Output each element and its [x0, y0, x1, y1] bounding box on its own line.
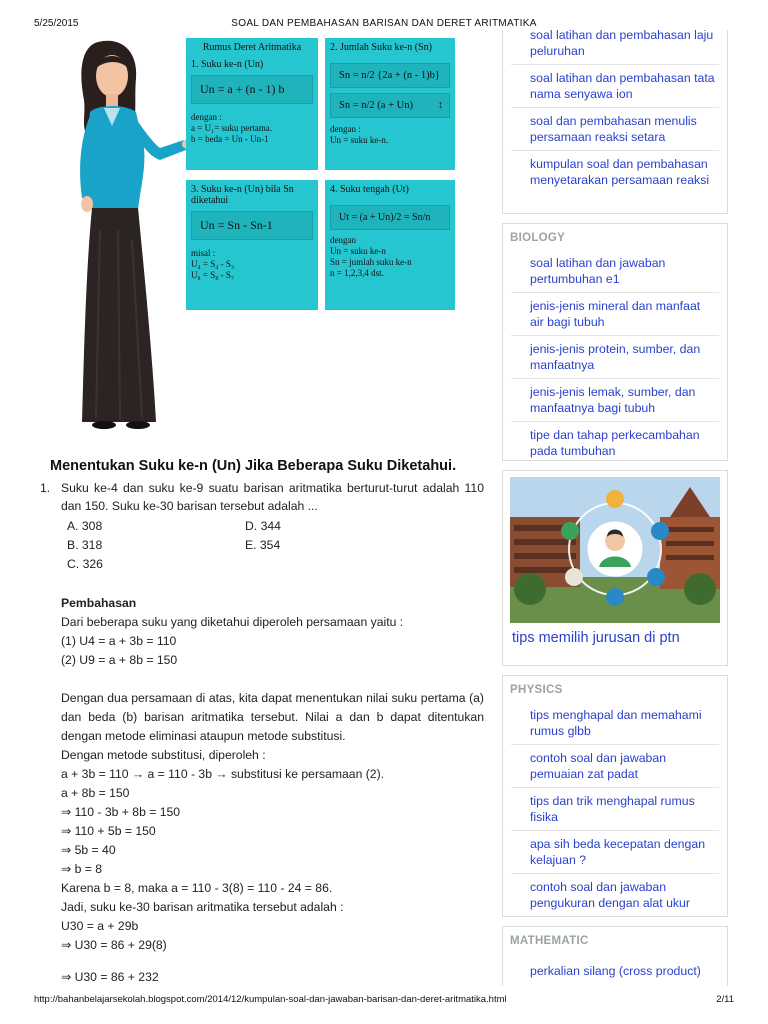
formula-panel-un — [186, 38, 318, 170]
sidebar-link[interactable]: perkalian silang (cross product) — [530, 964, 701, 978]
solution-line: (1) U4 = a + 3b = 110 — [61, 634, 177, 648]
sidebar-link[interactable]: tipe dan tahap perkecambahan pada tumbuhan — [530, 428, 700, 458]
sidebar-link[interactable]: tips dan trik menghapal rumus fisika — [511, 788, 719, 831]
arrow-icon: ↕ — [437, 100, 443, 111]
print-page-number: 2/11 — [716, 994, 734, 1005]
sidebar-link[interactable]: soal dan pembahasan menulis persamaan reaksi setara — [511, 108, 719, 151]
sidebar-link[interactable]: soal latihan dan jawaban pertumbuhan e1 — [511, 250, 719, 293]
formula: Un = Sn - Sn-1 — [191, 211, 313, 240]
promo-image[interactable] — [510, 477, 720, 623]
panel-title: 2. Jumlah Suku ke-n (Sn) — [330, 42, 432, 53]
solution-line: a + 3b = 110 → a = 110 - 3b → substitusi ke persamaan (2). — [61, 767, 385, 781]
panel-note: Un = suku ke-n — [330, 246, 386, 256]
sidebar-link[interactable]: jenis-jenis protein, sumber, dan manfaatnya — [511, 336, 719, 379]
sidebar-link[interactable]: contoh soal dan jawaban pengukuran dengan alat ukur — [530, 880, 690, 910]
widget-title: BIOLOGY — [510, 232, 566, 244]
widget-title: PHYSICS — [510, 684, 563, 696]
panel-note: b = beda = Un - Un-1 — [191, 134, 269, 144]
question — [34, 479, 484, 574]
panel-note: dengan : — [330, 124, 361, 134]
panel-note: a = U₁= suku pertama. — [191, 123, 273, 133]
mathematic-widget — [502, 926, 728, 986]
section-heading: Menentukan Suku ke-n (Un) Jika Beberapa Suku Diketahui. — [50, 458, 457, 474]
print-footer — [0, 990, 768, 1020]
solution-line: ⇒ 110 - 3b + 8b = 150 — [61, 805, 181, 819]
question-text: Suku ke-4 dan suku ke-9 suatu barisan aritmatika berturut-turut adalah 110 dan 150. Suku ke-30 barisan tersebut adalah ... — [61, 481, 484, 513]
sidebar-link[interactable]: tips menghapal dan memahami rumus glbb — [511, 702, 719, 745]
formula — [330, 93, 450, 118]
option: E. 354 — [245, 538, 281, 552]
panel-title: 4. Suku tengah (Ut) — [330, 184, 409, 195]
panel-note: Un = suku ke-n. — [330, 135, 389, 145]
solution-line: a + 8b = 150 — [61, 786, 130, 800]
solution — [34, 594, 484, 987]
option: B. 318 — [67, 538, 103, 552]
panel-note: dengan — [330, 235, 356, 245]
solution-line: Dengan metode substitusi, diperoleh : — [61, 748, 266, 762]
promo-caption[interactable]: tips memilih jurusan di ptn — [512, 630, 680, 646]
panel-subtitle: 1. Suku ke-n (Un) — [191, 59, 264, 70]
print-header — [0, 0, 768, 30]
widget-title: MATHEMATIC — [510, 935, 589, 947]
physics-widget — [502, 675, 728, 917]
formula-panel-sn-known — [186, 180, 318, 310]
campus-illustration — [510, 477, 720, 623]
formula-panel-ut — [325, 180, 455, 310]
solution-title: Pembahasan — [61, 596, 137, 610]
sidebar-link[interactable]: soal latihan dan pembahasan laju peluruhan — [511, 30, 719, 65]
solution-line: U30 = a + 29b — [61, 919, 139, 933]
formula: Sn = n/2 {2a + (n - 1)b} — [330, 63, 450, 88]
panel-note: misal : — [191, 248, 216, 258]
article-body — [34, 458, 484, 987]
panel-note: n = 1,2,3,4 dst. — [330, 268, 384, 278]
biology-widget — [502, 223, 728, 461]
print-doc-title: SOAL DAN PEMBAHASAN BARISAN DAN DERET ARITMATIKA — [231, 18, 537, 29]
formula-panel-sn — [325, 38, 455, 170]
sidebar-link[interactable]: soal latihan dan pembahasan tata nama senyawa ion — [511, 65, 719, 108]
option: A. 308 — [67, 519, 103, 533]
solution-line: ⇒ 5b = 40 — [61, 843, 116, 857]
option: C. 326 — [67, 557, 103, 571]
solution-line: (2) U9 = a + 8b = 150 — [61, 653, 178, 667]
sidebar-link[interactable]: jenis-jenis mineral dan manfaat air bagi tubuh — [511, 293, 719, 336]
solution-line: Dari beberapa suku yang diketahui diperoleh persamaan yaitu : — [61, 615, 404, 629]
option: D. 344 — [245, 519, 281, 533]
sidebar — [502, 30, 728, 995]
panel-title: Rumus Deret Aritmatika — [202, 42, 302, 53]
promo-widget — [502, 470, 728, 666]
formula: Ut = (a + Un)/2 = Sn/n — [330, 205, 450, 230]
answer-options — [67, 517, 484, 574]
panel-note: U₈ = S₈ - S₇ — [191, 270, 234, 280]
teacher-figure — [60, 30, 190, 430]
sidebar-link[interactable]: kumpulan soal dan pembahasan menyetarakan persamaan reaksi — [530, 157, 710, 187]
print-date: 5/25/2015 — [34, 18, 79, 29]
panel-note: dengan : — [191, 112, 222, 122]
question-number: 1. — [40, 481, 51, 495]
panel-note: Sn = jumlah suku ke-n — [330, 257, 412, 267]
formula-text: Sn = n/2 (a + Un) — [339, 100, 413, 111]
panel-note: U₄ = S₄ - S₃ — [191, 259, 234, 269]
panel-title: 3. Suku ke-n (Un) bila Sn diketahui — [191, 184, 294, 206]
chemistry-widget — [502, 30, 728, 214]
print-url: http://bahanbelajarsekolah.blogspot.com/2014/12/kumpulan-soal-dan-jawaban-barisan-dan-deret-aritmatika.html — [34, 994, 507, 1005]
solution-line: ⇒ U30 = 86 + 232 — [61, 970, 159, 984]
sidebar-link[interactable]: apa sih beda kecepatan dengan kelajuan ? — [511, 831, 719, 874]
solution-line: ⇒ U30 = 86 + 29(8) — [61, 938, 167, 952]
solution-line: ⇒ b = 8 — [61, 862, 103, 876]
solution-paragraph: Dengan dua persamaan di atas, kita dapat menentukan nilai suku pertama (a) dan beda (b) barisan aritmatika tersebut. Nilai a dan b dapat ditentukan dengan metode eliminasi ataupun metode substitusi. — [61, 691, 484, 743]
sidebar-link[interactable]: contoh soal dan jawaban pemuaian zat padat — [511, 745, 719, 788]
formula: Un = a + (n - 1) b — [191, 75, 313, 104]
solution-line: Karena b = 8, maka a = 110 - 3(8) = 110 - 24 = 86. — [61, 881, 333, 895]
formula-illustration — [60, 30, 460, 430]
sidebar-link[interactable]: jenis-jenis lemak, sumber, dan manfaatnya bagi tubuh — [511, 379, 719, 422]
solution-line: Jadi, suku ke-30 barisan aritmatika tersebut adalah : — [61, 900, 344, 914]
solution-line: ⇒ 110 + 5b = 150 — [61, 824, 156, 838]
